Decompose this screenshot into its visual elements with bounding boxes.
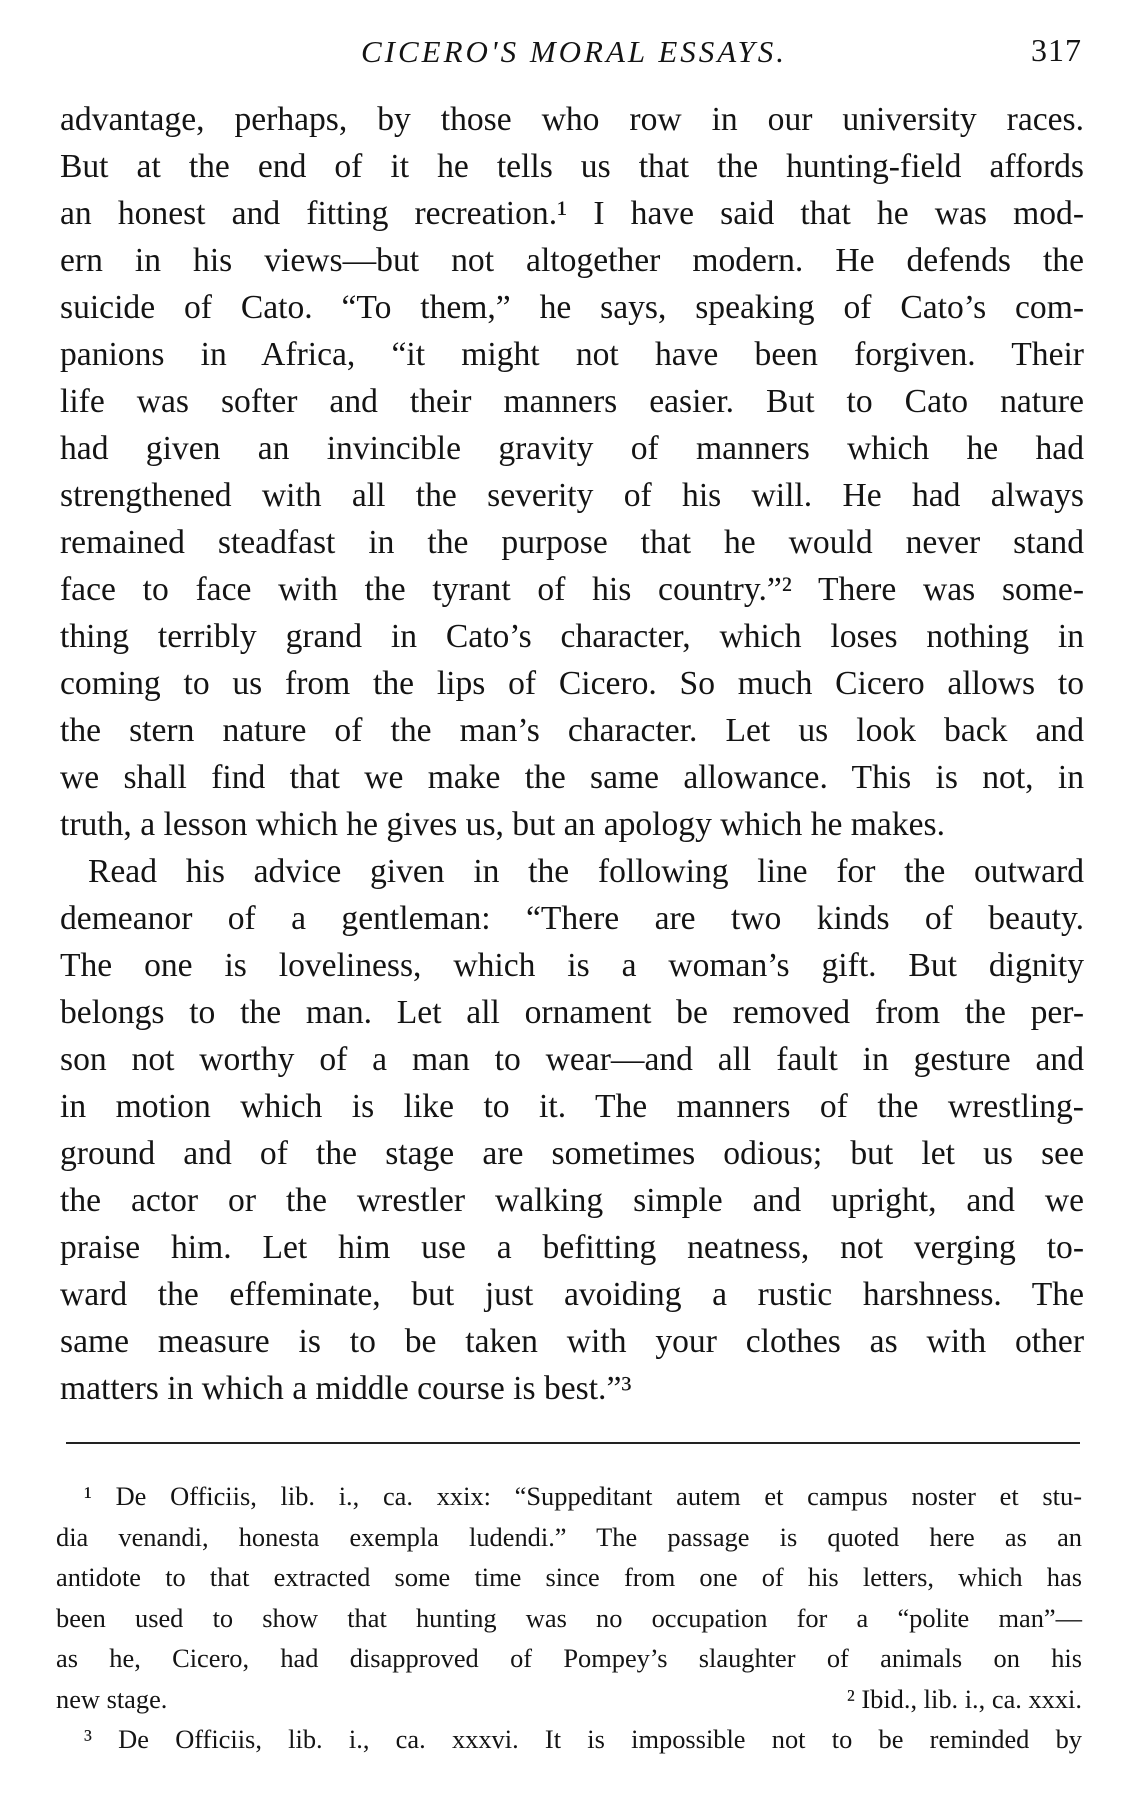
text-line: we shall find that we make the same allowance. This is not, in [60, 759, 1084, 796]
text-line: coming to us from the lips of Cicero. So much Cicero allows to [60, 665, 1084, 702]
paragraph-start-line: Read his advice given in the following line for the outward [88, 853, 1084, 890]
text-line: The one is loveliness, which is a woman’s gift. But dignity [60, 947, 1084, 984]
text-line: remained steadfast in the purpose that he would never stand [60, 524, 1084, 561]
footnote-line: dia venandi, honesta exempla ludendi.” The passage is quoted here as an [56, 1521, 1082, 1552]
text-line: demeanor of a gentleman: “There are two kinds of beauty. [60, 900, 1084, 937]
text-line: ern in his views—but not altogether modern. He defends the [60, 242, 1084, 279]
text-line: an honest and fitting recreation.¹ I have said that he was mod- [60, 195, 1084, 232]
text-line: the stern nature of the man’s character. Let us look back and [60, 712, 1084, 749]
text-line: thing terribly grand in Cato’s character, which loses nothing in [60, 618, 1084, 655]
footnote-line: ³ De Officiis, lib. i., ca. xxxvi. It is impossible not to be reminded by [84, 1724, 1082, 1754]
text-line: face to face with the tyrant of his country.”² There was some- [60, 571, 1084, 608]
text-line: strengthened with all the severity of his will. He had always [60, 477, 1084, 514]
text-line: suicide of Cato. “To them,” he says, speaking of Cato’s com- [60, 289, 1084, 326]
text-line: in motion which is like to it. The manners of the wrestling- [60, 1088, 1084, 1125]
footnote-2: ² Ibid., lib. i., ca. xxxi. [846, 1683, 1082, 1714]
text-line: panions in Africa, “it might not have been forgiven. Their [60, 336, 1084, 373]
footnote-split-line [56, 1679, 1082, 1720]
paragraph-end-line: matters in which a middle course is best.”³ [60, 1370, 632, 1407]
text-line: the actor or the wrestler walking simple and upright, and we [60, 1182, 1084, 1219]
text-line: belongs to the man. Let all ornament be removed from the per- [60, 994, 1084, 1031]
footnote-line: antidote to that extracted some time since from one of his letters, which has [56, 1562, 1082, 1592]
text-line: same measure is to be taken with your clothes as with other [60, 1323, 1084, 1360]
footnote-line: been used to show that hunting was no occupation for a “polite man”— [56, 1602, 1082, 1633]
footnote-line: as he, Cicero, had disapproved of Pompey’s slaughter of animals on his [56, 1643, 1082, 1673]
footnote-line: ¹ De Officiis, lib. i., ca. xxix: “Suppeditant autem et campus noster et stu- [84, 1481, 1082, 1511]
paragraph-end-line: truth, a lesson which he gives us, but an apology which he makes. [60, 806, 945, 843]
text-line: ground and of the stage are sometimes odious; but let us see [60, 1135, 1084, 1172]
text-line: advantage, perhaps, by those who row in our university races. [60, 101, 1084, 138]
running-title: CICERO'S MORAL ESSAYS. [361, 34, 787, 69]
text-line: But at the end of it he tells us that the hunting-field affords [60, 148, 1084, 185]
text-line: son not worthy of a man to wear—and all fault in gesture and [60, 1041, 1084, 1078]
text-line: life was softer and their manners easier. But to Cato nature [60, 383, 1084, 420]
footnote-divider [66, 1442, 1080, 1444]
text-line: had given an invincible gravity of manners which he had [60, 430, 1084, 467]
main-text [60, 96, 1084, 1412]
text-line: ward the effeminate, but just avoiding a rustic harshness. The [60, 1276, 1084, 1313]
page-number: 317 [1031, 32, 1082, 68]
footnote-end-text: new stage. [56, 1683, 168, 1714]
text-line: praise him. Let him use a befitting neatness, not verging to- [60, 1229, 1084, 1266]
page-header [66, 22, 1082, 74]
footnotes [56, 1476, 1082, 1760]
